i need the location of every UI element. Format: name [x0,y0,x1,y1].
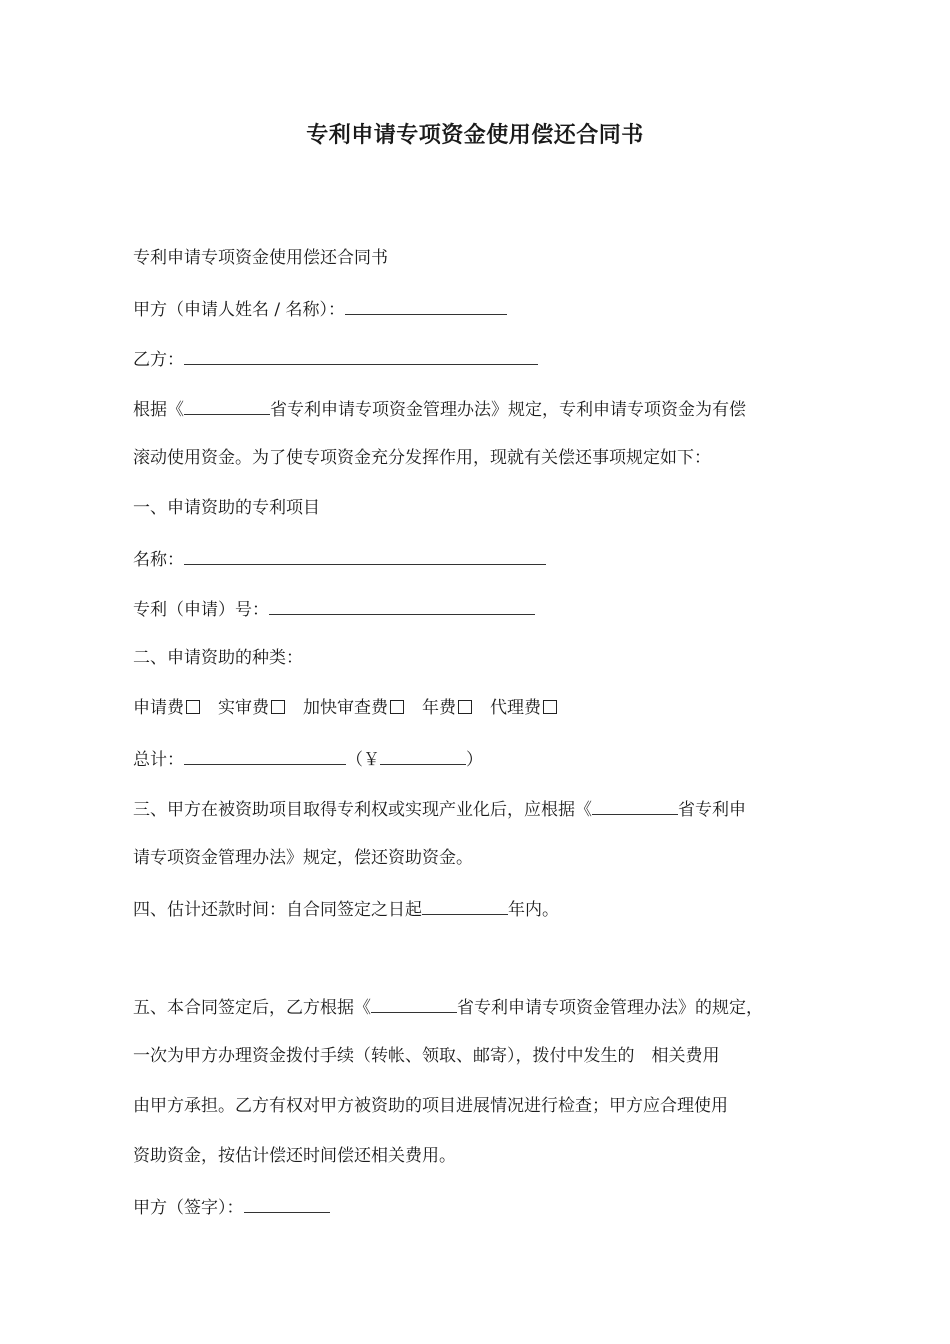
province-blank-1[interactable] [184,396,270,415]
repayment-years-blank[interactable] [422,896,508,915]
fee-expedited-checkbox[interactable] [390,700,404,714]
total-label: 总计： [133,750,184,770]
section3-text-2: 省专利申 [678,800,746,820]
section3-line-1 [133,796,833,822]
fee-expedited-label: 加快审查费 [303,698,388,718]
total-paren-close: ） [466,750,483,770]
patent-number-line [133,596,833,622]
intro-line-1 [133,396,833,422]
signature-line [133,1194,833,1220]
project-name-label: 名称： [133,550,184,570]
section5-line-3: 由甲方承担。乙方有权对甲方被资助的项目进展情况进行检查；甲方应合理使用 [133,1096,728,1116]
fee-expedited [303,698,422,718]
section5-line-4: 资助资金，按估计偿还时间偿还相关费用。 [133,1146,456,1166]
total-yuan-blank[interactable] [380,746,466,765]
section1-heading: 一、申请资助的专利项目 [133,498,320,518]
project-name-line [133,546,833,572]
fee-agency [490,698,575,718]
section3-line-2: 请专项资金管理办法》规定，偿还资助资金。 [133,848,473,868]
fee-application-checkbox[interactable] [186,700,200,714]
document-subtitle: 专利申请专项资金使用偿还合同书 [133,248,388,268]
fee-examination-checkbox[interactable] [271,700,285,714]
section4-line [133,896,833,922]
section5-text-1: 五、本合同签定后，乙方根据《 [133,998,371,1018]
intro-text-1: 根据《 [133,400,184,420]
party-a-label: 甲方（申请人姓名 / 名称）： [133,300,346,320]
party-b-line [133,346,833,372]
fee-annual [422,698,490,718]
fee-annual-checkbox[interactable] [458,700,472,714]
section3-text-1: 三、甲方在被资助项目取得专利权或实现产业化后，应根据《 [133,800,592,820]
patent-number-blank[interactable] [269,596,535,615]
section5-line-2: 一次为甲方办理资金拨付手续（转帐、领取、邮寄），拨付中发生的 相关费用 [133,1046,720,1066]
fee-types-line [133,696,833,720]
document-title: 专利申请专项资金使用偿还合同书 [306,123,644,148]
section2-heading: 二、申请资助的种类： [133,648,303,668]
party-a-blank[interactable] [345,296,507,315]
signature-blank[interactable] [244,1194,330,1213]
total-paren-open: （￥ [346,750,380,770]
signature-label: 甲方（签字）： [133,1198,244,1218]
total-line [133,746,833,772]
province-blank-3[interactable] [371,994,457,1013]
section4-text-1: 四、估计还款时间：自合同签定之日起 [133,900,422,920]
section4-text-2: 年内。 [508,900,559,920]
patent-number-label: 专利（申请）号： [133,600,269,620]
fee-examination-label: 实审费 [218,698,269,718]
fee-agency-checkbox[interactable] [543,700,557,714]
party-b-blank[interactable] [184,346,538,365]
province-blank-2[interactable] [592,796,678,815]
project-name-blank[interactable] [184,546,546,565]
intro-text-2: 省专利申请专项资金管理办法》规定，专利申请专项资金为有偿 [270,400,746,420]
fee-annual-label: 年费 [422,698,456,718]
fee-application-label: 申请费 [133,698,184,718]
fee-agency-label: 代理费 [490,698,541,718]
party-a-line [133,296,833,322]
fee-examination [218,698,303,718]
section5-text-2: 省专利申请专项资金管理办法》的规定， [457,998,763,1018]
section5-line-1 [133,994,833,1020]
total-amount-blank[interactable] [184,746,346,765]
intro-line-2: 滚动使用资金。为了使专项资金充分发挥作用，现就有关偿还事项规定如下： [133,448,711,468]
fee-application [133,698,218,718]
party-b-label: 乙方： [133,350,184,370]
